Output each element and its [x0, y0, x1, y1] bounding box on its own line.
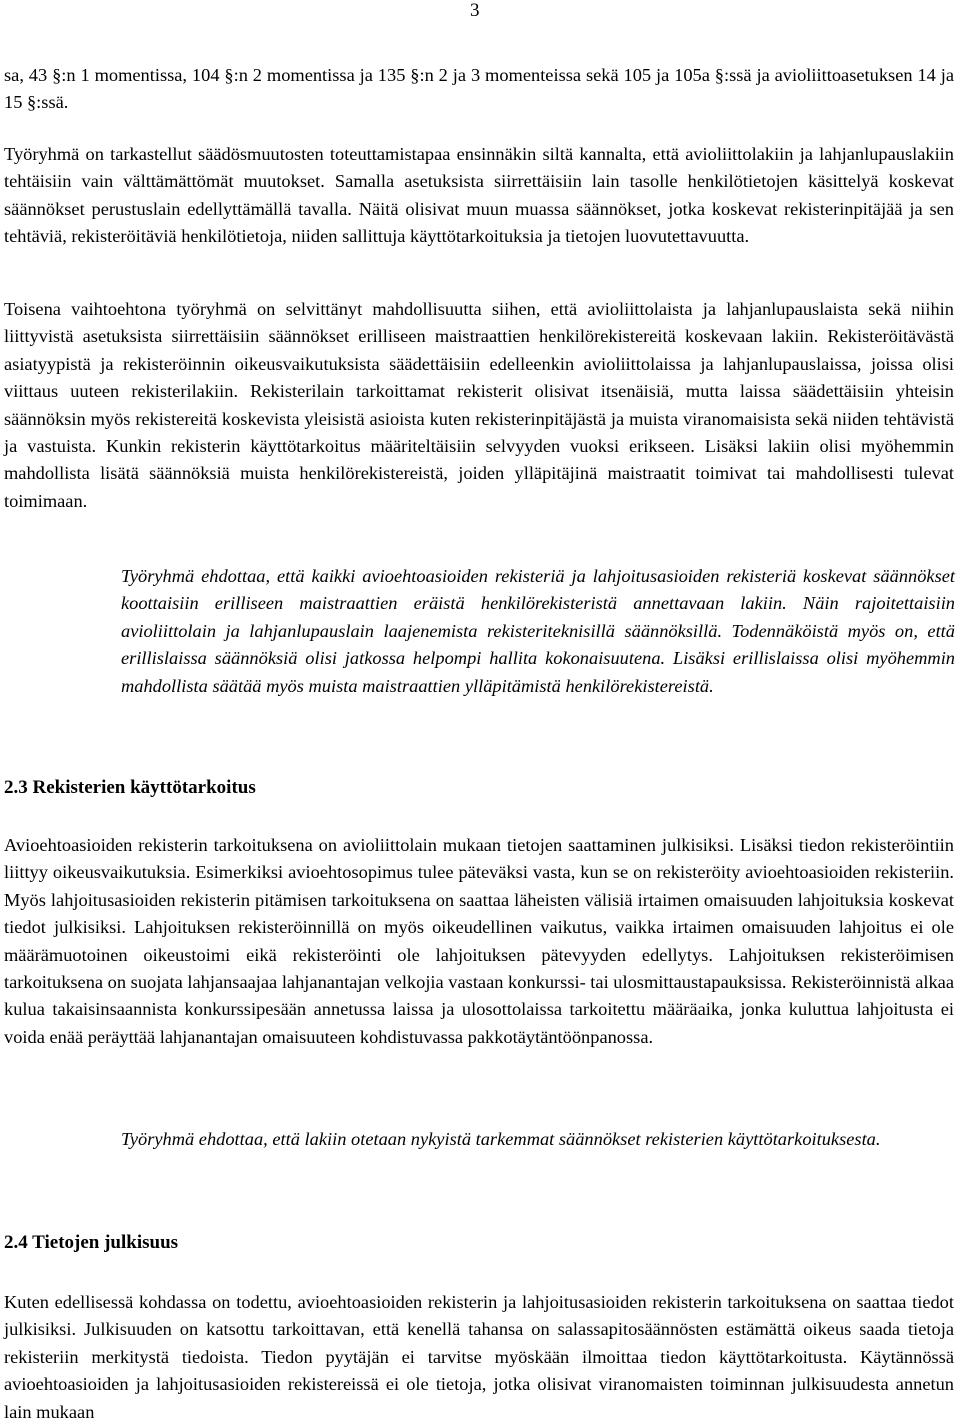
proposal-purpose-provisions: Työryhmä ehdottaa, että lakiin otetaan nykyistä tarkemmat säännökset rekisterien käyttötarkoituksesta.: [121, 1129, 881, 1149]
paragraph-register-purpose: Avioehtoasioiden rekisterin tarkoituksena on avioliittolain mukaan tietojen saattaminen julkisiksi. Lisäksi tiedon rekisteröintiin liittyy oikeusvaikutuksia. Esimerkiksi avioehtosopimus tulee päteväksi vasta, kun se on rekisteröity avioehtoasioiden rekisteriin. Myös lahjoitusasioiden rekisterin pitämisen tarkoituksena on saattaa läheisten välisiä irtaimen omaisuuden lahjoituksia koskevat tiedot julkisiksi. Lahjoituksen rekisteröinnillä on myös oikeudellinen vaikutus, vaikka irtaimen omaisuuden lahjoitus ei ole määrämuotoinen oikeustoimi eikä rekisteröinti ole lahjoituksen pätevyyden edellytys. Lahjoituksen rekisteröimisen tarkoituksena on suojata lahjansaajaa lahjanantajan velkojia vastaan konkurssi- tai ulosmittaustapauksissa. Rekisteröinnistä alkaa kulua takaisinsaannista konkurssipesään annetussa laissa ja ulosottolaissa tarkoitettu määräaika, jonka kuluttua lahjoitusta ei voida enää peräyttää lahjanantajan omaisuuteen kohdistuvassa pakkotäytäntöönpanossa.: [4, 835, 954, 1047]
section-heading-2-4: 2.4 Tietojen julkisuus: [4, 1232, 179, 1253]
paragraph-data-publicity: Kuten edellisessä kohdassa on todettu, avioehtoasioiden rekisterin ja lahjoitusasioiden rekisterin tarkoituksena on saattaa tiedot julkisiksi. Julkisuuden on katsottu tarkoittavan, että kenellä tahansa on salassapitosäännösten estämättä oikeus saada tietoja rekisteriin merkitystä tiedoista. Tiedon pyytäjän ei tarvitse myöskään ilmoittaa tiedon käyttötarkoitusta. Käytännössä avioehtoasioiden ja lahjoitusasioiden rekistereissä ei ole tietoja, jotka olisivat viranomaisten toiminnan julkisuudesta annetun lain mukaan: [4, 1292, 954, 1422]
section-heading-2-3: 2.3 Rekisterien käyttötarkoitus: [4, 777, 256, 798]
proposal-separate-law: Työryhmä ehdottaa, että kaikki avioehtoasioiden rekisteriä ja lahjoitusasioiden rekisteriä koskevat säännökset koottaisiin erilliseen maistraattien eräistä henkilörekisteristä annettavaan lakiin. Näin rajoitettaisiin avioliittolain ja lahjanlupauslain laajenemista rekisteriteknisillä säännöksillä. Todennäköistä myös on, että erillislaissa säännöksiä olisi jatkossa helpompi hallita kokonaisuutena. Lisäksi erillislaissa olisi myöhemmin mahdollista säätää myös muista maistraattien ylläpitämistä henkilörekistereistä.: [121, 566, 955, 696]
paragraph-second-alternative: Toisena vaihtoehtona työryhmä on selvittänyt mahdollisuutta siihen, että avioliittolaista ja lahjanlupauslaista sekä niihin liittyvistä asetuksista siirrettäisiin säännökset erilliseen maistraattien henkilörekistereitä koskevaan lakiin. Rekisteröitävästä asiatyypistä ja rekisteröinnin oikeusvaikutuksista säädettäisiin edelleenkin avioliittolaissa ja lahjanlupauslaissa, joissa olisi viittaus uuteen rekisterilakiin. Rekisterilain tarkoittamat rekisterit olisivat itsenäisiä, mutta laissa säädettäisiin yhteisin säännöksin myös rekistereitä koskevista yleisistä asioista kuten rekisterinpitäjästä ja muista viranomaisista sekä niiden tehtävistä ja vastuista. Kunkin rekisterin käyttötarkoitus määriteltäisiin selvyyden vuoksi erikseen. Lisäksi lakiin olisi myöhemmin mahdollista lisätä säännöksiä muista henkilörekistereistä, joiden ylläpitäjinä maistraatit toimivat tai mahdollisesti tulevat toimimaan.: [4, 299, 954, 511]
paragraph-implementation-approach: Työryhmä on tarkastellut säädösmuutosten toteuttamistapaa ensinnäkin siltä kannalta, että avioliittolakiin ja lahjanlupauslakiin tehtäisiin vain välttämättömät muutokset. Samalla asetuksista siirrettäisiin lain tasolle henkilötietojen käsittelyä koskevat säännökset perustuslain edellyttämällä tavalla. Näitä olisivat muun muassa säännökset, jotka koskevat rekisterinpitäjää ja sen tehtäviä, rekisteröitäviä henkilötietoja, niiden sallittuja käyttötarkoituksia ja tietojen luovutettavuutta.: [4, 144, 954, 247]
page-number: 3: [470, 0, 480, 21]
paragraph-intro-continuation: sa, 43 §:n 1 momentissa, 104 §:n 2 momentissa ja 135 §:n 2 ja 3 momenteissa sekä 105 ja 105a §:ssä ja avioliittoasetuksen 14 ja 15 §:ssä.: [4, 65, 954, 113]
